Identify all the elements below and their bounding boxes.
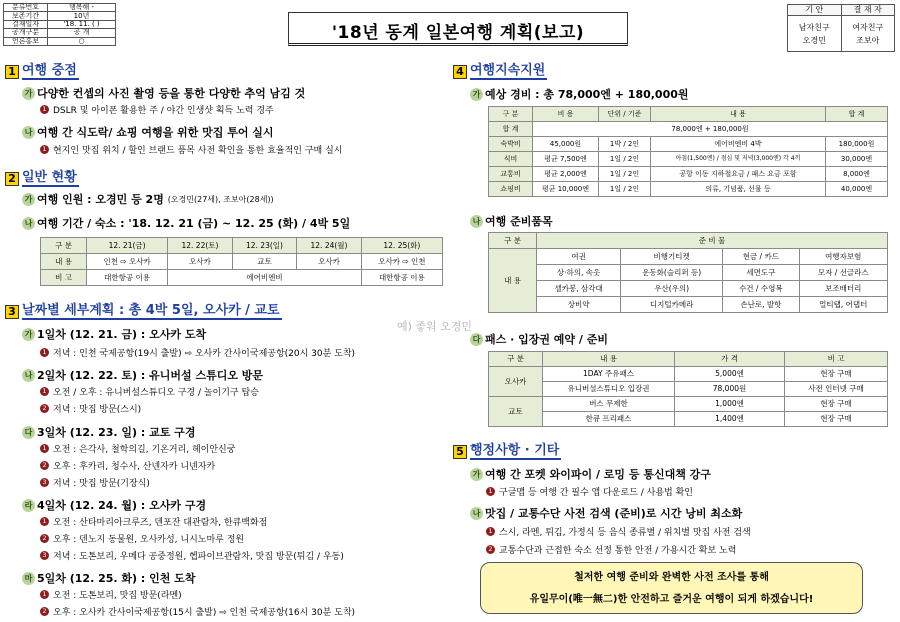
table-cell: 상비약 [537, 297, 621, 313]
table-row [41, 270, 443, 286]
table-cell: 40,000엔 [826, 182, 888, 197]
section-label: 일반 현황 [22, 170, 77, 185]
row-label: 내 용 [41, 254, 87, 270]
admin-key: 보존기간 [4, 12, 48, 20]
table-cell: 45,000원 [533, 137, 599, 152]
approval-box [787, 4, 895, 52]
bullet-icon: 1 [40, 387, 49, 396]
approver-role: 여자친구 [852, 22, 884, 32]
row-label: 교토 [489, 397, 543, 427]
item-2b [22, 215, 350, 231]
bullet-icon: 1 [486, 487, 495, 496]
admin-value: 10년 [48, 12, 116, 20]
table-cell: 셀카봉, 삼각대 [537, 281, 621, 297]
drafter-role: 남자친구 [798, 22, 830, 32]
admin-row [4, 29, 116, 37]
table-cell: 손난로, 발핫 [723, 297, 799, 313]
table-cell: 현금 / 카드 [723, 249, 799, 265]
detail-text: 저녁 : 맛집 방문(스시) [53, 405, 142, 415]
day-4-detail [40, 515, 267, 528]
table-cell: 오사카 ⇨ 인천 [361, 254, 442, 270]
table-row [489, 152, 888, 167]
table-cell: 수건 / 수영복 [723, 281, 799, 297]
item-text: 여행 간 포켓 와이파이 / 로밍 등 통신대책 강구 [485, 468, 711, 481]
table-cell: 버스 무제한 [543, 397, 675, 412]
bullet-icon: 1 [40, 145, 49, 154]
table-cell: 상·하의, 속옷 [537, 265, 621, 281]
table-header: 합 계 [826, 107, 888, 122]
bullet-icon: 1 [486, 527, 495, 536]
item-badge: 가 [22, 193, 35, 206]
approval-drafter [788, 16, 842, 52]
item-text: 예상 경비 : 총 78,000엔 + 180,000원 [485, 88, 689, 101]
table-row [489, 382, 888, 397]
item-subtext: (오경민(27세), 조보아(28세)) [167, 194, 274, 204]
table-row [489, 167, 888, 182]
item-text: 여행 간 식도락/ 쇼핑 여행을 위한 맛집 투어 실시 [37, 126, 274, 139]
item-badge: 가 [22, 87, 35, 100]
table-header: 단위 / 기준 [599, 107, 651, 122]
item-badge: 나 [22, 126, 35, 139]
table-cell: 1,000엔 [675, 397, 785, 412]
item-badge: 나 [22, 217, 35, 230]
table-cell: 78,000엔 + 180,000원 [533, 122, 888, 137]
admin-value: 행복해 - [48, 4, 116, 12]
table-cell: 30,000엔 [826, 152, 888, 167]
item-badge: 가 [22, 328, 35, 341]
detail-text: 오후 : 후카리, 청수사, 산넨자카 니넨자카 [53, 462, 216, 472]
table-cell: 평균 7,500엔 [533, 152, 599, 167]
approval-header-approver: 결 재 자 [841, 5, 895, 16]
page-title: '18년 동계 일본여행 계획(보고) [331, 23, 585, 43]
bullet-icon: 3 [40, 551, 49, 560]
table-cell: 의류, 기념품, 선물 등 [651, 182, 826, 197]
table-cell: 1,400엔 [675, 412, 785, 427]
table-header: 12. 22(토) [168, 238, 233, 254]
section-label: 여행 중점 [22, 63, 77, 78]
item-5a [470, 466, 711, 482]
table-header: 12. 21(금) [87, 238, 168, 254]
detail-text: 오후 : 덴노지 동물원, 오사카성, 니시노마루 정원 [53, 535, 245, 545]
table-header: 12. 23(일) [232, 238, 297, 254]
day-1-detail [40, 346, 355, 359]
item-text: 1일차 (12. 21. 금) : 오사카 도착 [37, 328, 207, 341]
bullet-icon: 1 [40, 444, 49, 453]
item-badge: 다 [22, 426, 35, 439]
table-cell: 교토 [232, 254, 297, 270]
item-1b [22, 124, 274, 140]
section-3-heading [5, 303, 282, 320]
admin-key: 공개구분 [4, 29, 48, 37]
section-2-heading [5, 170, 79, 187]
admin-key: 분류번호 [4, 4, 48, 12]
table-cell: 한큐 프리패스 [543, 412, 675, 427]
table-row [489, 182, 888, 197]
item-text: 여행 준비품목 [485, 215, 553, 228]
table-cell: 공항 이동 지하철요금 / 패스 요금 포함 [651, 167, 826, 182]
day-1-heading [22, 326, 206, 342]
table-cell: 5,000엔 [675, 367, 785, 382]
item-badge: 가 [470, 88, 483, 101]
table-row [489, 367, 888, 382]
table-cell: 여행자보험 [799, 249, 887, 265]
table-cell: 멀티탭, 어댑터 [799, 297, 887, 313]
table-cell: 오사카 [168, 254, 233, 270]
day-2-heading [22, 367, 263, 383]
item-2a [22, 191, 274, 207]
detail-text: 교통수단과 근접한 숙소 선정 통한 안전 / 가용시간 확보 노력 [499, 546, 737, 556]
detail-text: 저녁 : 인천 국제공항(19시 출발) ⇨ 오사카 간사이국제공항(20시 30분 도착) [53, 349, 356, 359]
bullet-icon: 3 [40, 478, 49, 487]
item-5b [470, 505, 742, 521]
detail-text: 오전 : 은각사, 철학의길, 기온거리, 헤이안신궁 [53, 445, 236, 455]
table-header: 12. 24(월) [297, 238, 362, 254]
section-label: 행정사항 · 기타 [470, 443, 560, 458]
cost-table [488, 106, 888, 197]
detail-1b-1 [40, 143, 343, 156]
item-4c [470, 331, 608, 347]
detail-text: 오전 / 오후 : 유니버설스튜디오 구경 / 놀이기구 탑승 [53, 388, 259, 398]
item-text: 여행 인원 : 오경민 등 2명 [37, 193, 164, 206]
row-label: 비 고 [41, 270, 87, 286]
item-1a [22, 85, 305, 101]
day-4-detail [40, 532, 244, 545]
detail-text: 오후 : 오사카 간사이국제공항(15시 출발) ⇨ 인천 국제공항(16시 30분 도착) [53, 608, 356, 618]
bullet-icon: 2 [486, 545, 495, 554]
table-cell: 1일 / 2인 [599, 182, 651, 197]
table-row [489, 397, 888, 412]
admin-row [4, 4, 116, 12]
admin-row [4, 37, 116, 45]
detail-1a-1 [40, 103, 274, 116]
table-row [489, 297, 888, 313]
table-header: 구 분 [489, 107, 533, 122]
table-header: 가 격 [675, 352, 785, 367]
row-label: 오사카 [489, 367, 543, 397]
section-4-heading [453, 63, 547, 80]
table-header-row [41, 238, 443, 254]
section-label: 여행지속지원 [470, 63, 546, 78]
detail-text: 구글맵 등 여행 간 필수 앱 다운로드 / 사용법 확인 [499, 488, 693, 498]
table-cell: 대한항공 이용 [87, 270, 168, 286]
table-cell: 오사카 [297, 254, 362, 270]
table-cell: 1일 / 2인 [599, 152, 651, 167]
table-cell: 사전 인터넷 구매 [785, 382, 888, 397]
detail-text: DSLR 및 아이폰 활용한 주 / 야간 인생샷 획득 노력 경주 [53, 106, 274, 116]
table-cell: 1박 / 2인 [599, 137, 651, 152]
table-header: 구 분 [41, 238, 87, 254]
table-cell: 평균 2,000엔 [533, 167, 599, 182]
admin-value: 공 개 [48, 29, 116, 37]
table-cell: 에어비엔비 [168, 270, 362, 286]
section-label: 날짜별 세부계획 : 총 4박 5일, 오사카 / 교토 [22, 303, 280, 318]
approval-approver [841, 16, 895, 52]
day-4-detail [40, 549, 344, 562]
item-text: 3일차 (12. 23. 일) : 교토 구경 [37, 426, 196, 439]
table-cell: 1DAY 주유패스 [543, 367, 675, 382]
table-row [489, 412, 888, 427]
table-cell: 비행기티켓 [621, 249, 723, 265]
day-3-detail [40, 476, 150, 489]
detail-5b-1 [486, 525, 751, 538]
day-2-detail [40, 402, 141, 415]
detail-5b-2 [486, 543, 736, 556]
section-number: 2 [5, 172, 19, 186]
table-header-row [489, 352, 888, 367]
table-row [489, 265, 888, 281]
table-row [489, 137, 888, 152]
item-text: 2일차 (12. 22. 토) : 유니버설 스튜디오 방문 [37, 369, 264, 382]
table-cell: 유니버셜스튜디오 입장권 [543, 382, 675, 397]
schedule-table [40, 237, 443, 286]
day-3-heading [22, 424, 195, 440]
detail-text: 저녁 : 도톤보리, 우메다 공중정원, 헵파이브관람차, 맛집 방문(튀김 / 우동) [53, 552, 344, 562]
table-cell: 여권 [537, 249, 621, 265]
item-badge: 나 [470, 215, 483, 228]
watermark: 예) 좋워 오경민 [397, 320, 473, 333]
day-4-heading [22, 497, 206, 513]
item-badge: 나 [470, 507, 483, 520]
table-cell: 78,000원 [675, 382, 785, 397]
section-number: 1 [5, 65, 19, 79]
table-header: 비 고 [785, 352, 888, 367]
item-text: 패스 · 입장권 예약 / 준비 [485, 333, 608, 346]
approver-name: 조보아 [856, 35, 880, 45]
section-number: 4 [453, 65, 467, 79]
closing-line-2: 유일무이(唯一無二)한 안전하고 즐거운 여행이 되게 하겠습니다! [529, 594, 814, 605]
section-number: 5 [453, 445, 467, 459]
day-2-detail [40, 385, 259, 398]
table-row [41, 254, 443, 270]
day-3-detail [40, 442, 235, 455]
table-cell: 대한항공 이용 [361, 270, 442, 286]
day-5-detail [40, 605, 355, 618]
day-5-detail [40, 588, 182, 601]
item-badge: 라 [22, 499, 35, 512]
bullet-icon: 2 [40, 404, 49, 413]
row-label: 식비 [489, 152, 533, 167]
bullet-icon: 1 [40, 517, 49, 526]
table-header-row [489, 107, 888, 122]
day-3-detail [40, 459, 215, 472]
bullet-icon: 1 [40, 105, 49, 114]
item-4b [470, 213, 553, 229]
row-label: 쇼핑비 [489, 182, 533, 197]
item-text: 다양한 컨셉의 사진 촬영 등을 통한 다양한 추억 남김 것 [37, 87, 306, 100]
bullet-icon: 1 [40, 348, 49, 357]
item-badge: 가 [470, 468, 483, 481]
table-cell: 평균 10,000엔 [533, 182, 599, 197]
table-header: 구 분 [489, 352, 543, 367]
table-cell: 8,000엔 [826, 167, 888, 182]
table-cell: 모자 / 선글라스 [799, 265, 887, 281]
closing-statement-box [480, 562, 863, 614]
table-cell: 운동화(슬리퍼 등) [621, 265, 723, 281]
table-cell: 현장 구매 [785, 367, 888, 382]
row-label: 내 용 [489, 249, 537, 313]
table-cell: 인천 ⇨ 오사카 [87, 254, 168, 270]
doc-admin-box [3, 3, 116, 46]
section-1-heading [5, 63, 79, 80]
table-cell: 우산(우의) [621, 281, 723, 297]
table-row [489, 281, 888, 297]
prep-table [488, 232, 888, 313]
item-text: 여행 기간 / 숙소 : '18. 12. 21 (금) ~ 12. 25 (화) / 4박 5일 [37, 217, 351, 230]
day-5-heading [22, 570, 195, 586]
detail-text: 오전 : 도톤보리, 맛집 방문(라멘) [53, 591, 182, 601]
admin-key: 결재일자 [4, 20, 48, 28]
table-cell: 현장 구매 [785, 412, 888, 427]
table-row [489, 122, 888, 137]
admin-value: ○ [48, 37, 116, 45]
item-badge: 다 [470, 333, 483, 346]
table-row [489, 249, 888, 265]
admin-value: '18. 11. ( ) [48, 20, 116, 28]
bullet-icon: 2 [40, 534, 49, 543]
detail-text: 현지인 맛집 위치 / 할인 브랜드 품목 사전 확인을 통한 효율적인 구매 실시 [53, 146, 343, 156]
table-header: 준 비 물 [537, 233, 888, 249]
table-cell: 아침(1,500엔) / 점심 및 저녁(3,000엔) 각 4끼 [651, 152, 826, 167]
closing-line-1: 철저한 여행 준비와 완벽한 사전 조사를 통해 [574, 572, 769, 583]
bullet-icon: 1 [40, 590, 49, 599]
table-header: 내 용 [651, 107, 826, 122]
row-label: 합 계 [489, 122, 533, 137]
table-cell: 세면도구 [723, 265, 799, 281]
section-5-heading [453, 443, 561, 460]
table-cell: 디지털카메라 [621, 297, 723, 313]
item-text: 맛집 / 교통수단 사전 검색 (준비)로 시간 낭비 최소화 [485, 507, 743, 520]
admin-key: 언론홍보 [4, 37, 48, 45]
bullet-icon: 2 [40, 461, 49, 470]
table-header: 비 용 [533, 107, 599, 122]
detail-text: 스시, 라멘, 튀김, 가정식 등 음식 종류별 / 위치별 맛집 사전 검색 [499, 528, 751, 538]
section-number: 3 [5, 305, 19, 319]
item-text: 5일차 (12. 25. 화) : 인천 도착 [37, 572, 196, 585]
table-header: 내 용 [543, 352, 675, 367]
table-cell: 180,000원 [826, 137, 888, 152]
table-header: 구 분 [489, 233, 537, 249]
item-4a [470, 86, 689, 102]
drafter-name: 오경민 [802, 35, 826, 45]
item-badge: 나 [22, 369, 35, 382]
approval-header-drafter: 기 안 [788, 5, 842, 16]
row-label: 교통비 [489, 167, 533, 182]
detail-text: 오전 : 산타마리아크루즈, 덴포잔 대관람차, 한큐백화점 [53, 518, 268, 528]
pass-table [488, 351, 888, 427]
row-label: 숙박비 [489, 137, 533, 152]
detail-text: 저녁 : 맛집 방문(기장식) [53, 479, 150, 489]
table-header: 12. 25(화) [361, 238, 442, 254]
table-header-row [489, 233, 888, 249]
item-text: 4일차 (12. 24. 월) : 오사카 구경 [37, 499, 207, 512]
table-cell: 현장 구매 [785, 397, 888, 412]
detail-5a-1 [486, 485, 693, 498]
table-cell: 에어비엔비 4박 [651, 137, 826, 152]
table-cell: 보조배터리 [799, 281, 887, 297]
table-cell: 1일 / 2인 [599, 167, 651, 182]
item-badge: 마 [22, 572, 35, 585]
bullet-icon: 2 [40, 607, 49, 616]
